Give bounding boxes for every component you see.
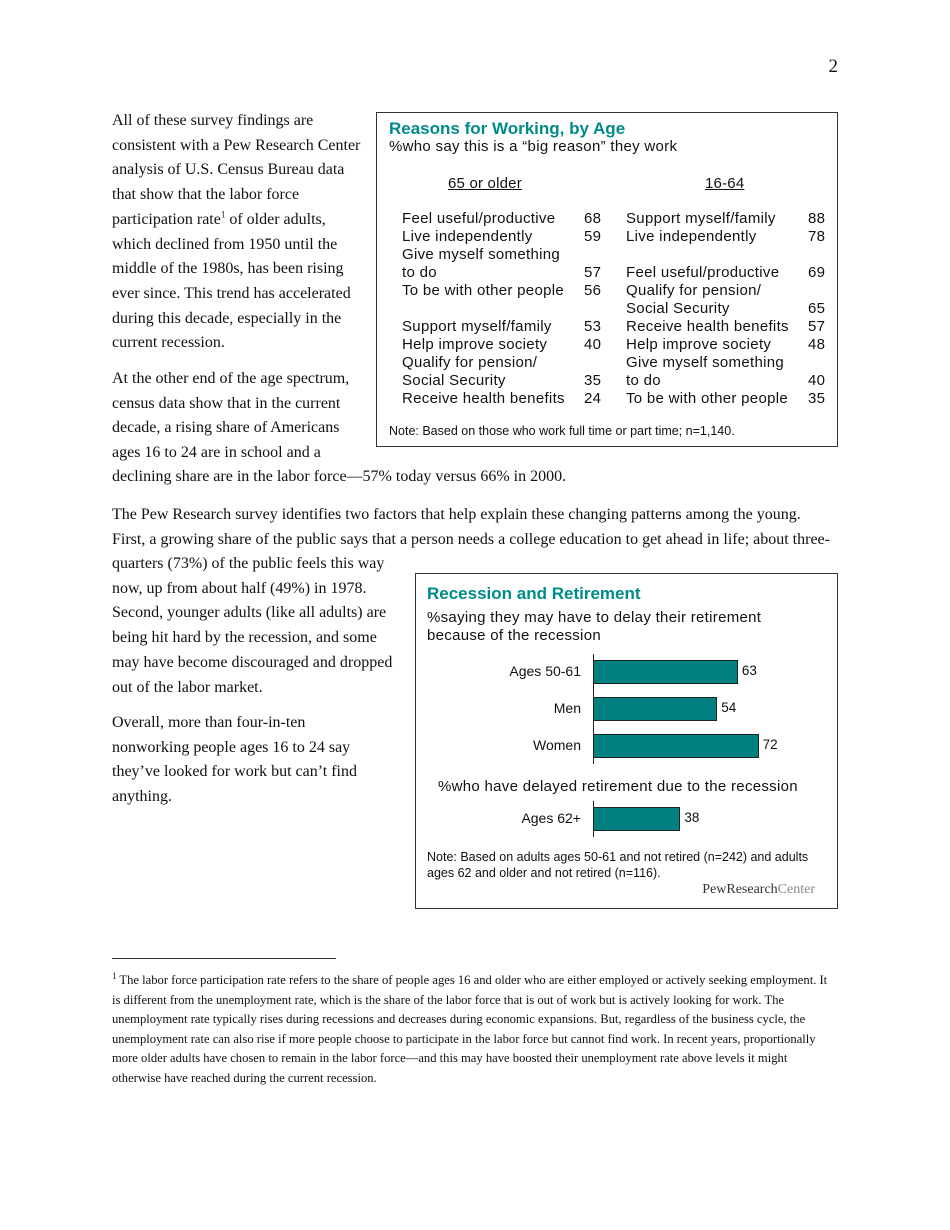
reason-label: To be with other people [626,390,789,407]
reason-value: 40 [584,336,602,353]
reason-row [402,318,624,336]
reason-row [402,210,624,228]
reason-label: Receive health benefits [402,390,565,407]
recession-subtitle-2: %who have delayed retirement due to the recession [438,778,798,795]
reason-label: Live independently [626,228,757,245]
bar-value-label: 63 [741,663,757,678]
col-head-65-older: 65 or older [448,175,522,192]
reason-value: 24 [584,390,602,407]
reason-row [402,282,624,300]
paragraph-3c: quarters (73%) of the public feels this way now, up from about half (49%) in 1978. Second, younger adults (like all adults) are being hit hard by the recession, and some may have become discouraged and dropped out of the labor market. [112,555,393,696]
bar [593,734,759,758]
reason-label: Qualify for pension/ Social Security [402,354,538,389]
reason-label: Help improve society [626,336,772,353]
reasons-box [376,112,838,447]
reason-row [626,390,848,408]
paragraph-1 [112,109,362,356]
pew-logo [702,882,815,898]
recession-box [415,573,838,909]
reason-row [402,228,624,246]
reasons-note: Note: Based on those who work full time or part time; n=1,140. [389,424,735,438]
reason-label [402,300,584,318]
paragraph-3a: The Pew Research survey identifies two factors that help explain these changing patterns among the young. [112,506,801,523]
reason-label: Live independently [402,228,533,245]
reason-value [584,300,624,318]
pew-logo-a: PewResearch [702,882,778,897]
reason-label: Feel useful/productive [402,210,556,227]
bar-value-label: 54 [721,700,737,715]
reason-row [626,336,848,354]
reason-value: 68 [584,210,602,227]
recession-title: Recession and Retirement [427,584,641,603]
reason-row [402,300,624,318]
recession-subtitle: %saying they may have to delay their retirement because of the recession [427,609,762,644]
bar-category-label: Women [533,737,581,753]
reason-value: 57 [808,318,826,335]
bar-value-label: 72 [762,737,778,752]
reason-row [626,354,848,390]
reason-row [626,246,848,282]
col-head-16-64: 16-64 [705,175,745,192]
pew-logo-b: Center [777,882,815,897]
reason-value: 35 [584,372,602,389]
footnote-rule [112,958,336,959]
reason-value: 48 [808,336,826,353]
bar-category-label: Men [553,700,581,716]
paragraph-3b: First, a growing share of the public says that a person needs a college education to get ahead in life; about three- [112,531,830,548]
reason-value: 59 [584,228,602,245]
reason-label: Help improve society [402,336,548,353]
reason-row [626,210,848,228]
reason-label: Receive health benefits [626,318,789,335]
paragraph-4: Overall, more than four-in-ten nonworking people ages 16 to 24 say they’ve looked for work but can’t find anything. [112,714,357,806]
reason-row [402,390,624,408]
reason-value: 78 [808,228,826,245]
reason-label: Qualify for pension/ Social Security [626,282,762,317]
reason-label: Support myself/family [402,318,552,335]
footnote-text: The labor force participation rate refers to the share of people ages 16 and older who are either employed or actively seeking employment. It is different from the unemployment rate, which is the share of the labor force that is out of work but is actively looking for work. The unemployment rate typically rises during recessions and decreases during economic expansions. But, regardless of the business cycle, the unemployment rate can also rise if more people choose to participate in the labor force but cannot find work. In recent years, proportionally more older adults have chosen to remain in the labor force—and this may have boosted their unemployment rate above levels it might otherwise have reached during the current recession. [112,973,828,1085]
reasons-col-65-older [402,210,624,408]
page-number: 2 [828,56,838,77]
reason-row [402,336,624,354]
bar-category-label: Ages 50-61 [509,663,581,679]
reason-value: 65 [808,300,826,317]
paragraph-2-end: declining share are in the labor force—57% today versus 66% in 2000. [112,468,567,485]
bar [593,660,738,684]
footnote [112,971,836,1089]
reason-row [626,228,848,246]
reasons-title: Reasons for Working, by Age [389,119,626,138]
reasons-col-16-64 [626,210,848,408]
footnote-number: 1 [112,970,117,981]
reason-label: Give myself something to do [626,354,785,389]
reason-row [626,318,848,336]
recession-note: Note: Based on adults ages 50-61 and not retired (n=242) and adults ages 62 and older and not retired (n=116). [427,850,809,880]
bar [593,807,680,831]
bar-category-label: Ages 62+ [521,810,581,826]
reason-value: 35 [808,390,826,407]
reason-value: 40 [808,372,826,389]
reason-value: 57 [584,264,602,281]
bar [593,697,717,721]
reason-label: Support myself/family [626,210,776,227]
reason-row [402,354,624,390]
reason-label: Feel useful/productive [626,264,780,281]
reason-value: 69 [808,264,826,281]
reason-row [402,246,624,282]
bar-value-label: 38 [684,810,700,825]
reason-label: To be with other people [402,282,565,299]
paragraph-1-text: All of these survey findings are consistent with a Pew Research Center analysis of U.S. Census Bureau data that show that the labor force participation rate [112,112,361,228]
footnote-ref: 1 [220,209,226,220]
paragraph-2: At the other end of the age spectrum, census data show that in the current decade, a rising share of Americans ages 16 to 24 are in school and a [112,370,350,462]
reason-row [626,282,848,318]
paragraph-1-end: of older adults, which declined from 1950 until the middle of the 1980s, has been rising ever since. This trend has accelerated during this decade, especially in the current recession. [112,210,351,352]
reasons-subtitle: %who say this is a “big reason” they work [389,138,678,155]
reason-label: Give myself something to do [402,246,561,281]
reason-value: 88 [808,210,826,227]
reason-value: 53 [584,318,602,335]
reason-value: 56 [584,282,602,299]
